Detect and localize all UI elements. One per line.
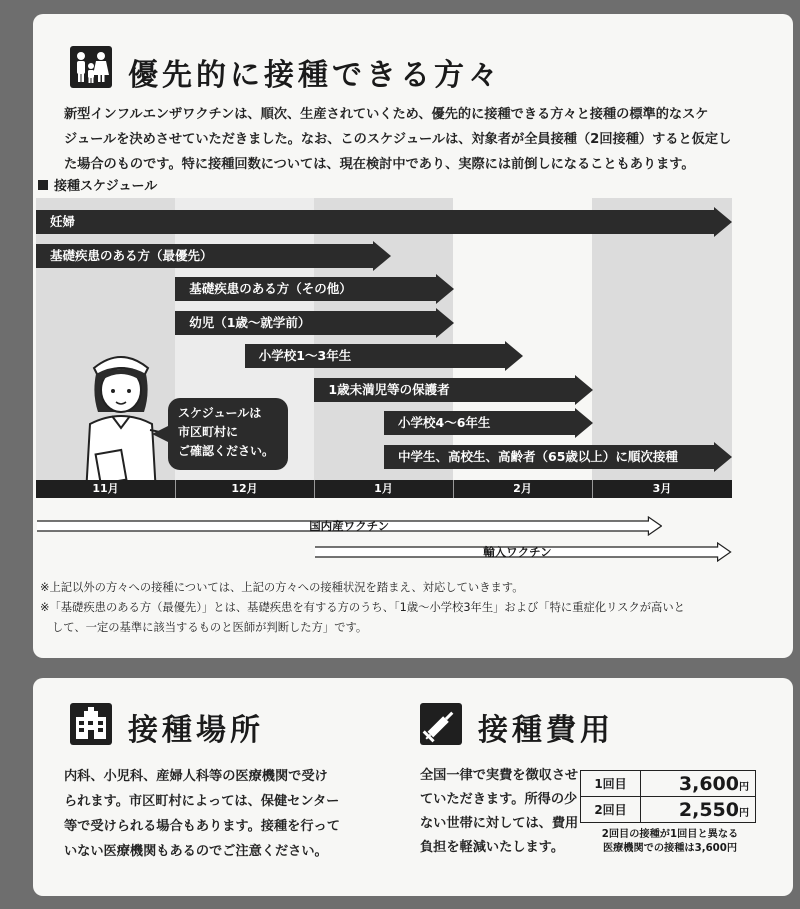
vaccine-label: 国内産ワクチン — [309, 519, 390, 533]
note-line: して、一定の基準に該当するものと医師が判断した方」です。 — [52, 621, 368, 634]
note-line: ※「基礎疾患のある方（最優先）」とは、基礎疾患を有する方のうち、「1歳～小学校3年生」および「特に重症化リスクが高いと — [40, 601, 685, 614]
schedule-label: 接種スケジュール — [38, 175, 157, 194]
schedule-bar: 基礎疾患のある方（その他） — [175, 277, 435, 301]
schedule-bar: 妊婦 — [36, 210, 714, 234]
month-label: 11月 — [92, 482, 119, 495]
schedule-bar: 1歳未満児等の保護者 — [314, 378, 574, 402]
month-label: 1月 — [374, 482, 393, 495]
priority-intro — [64, 102, 780, 177]
cost-title: 接種費用 — [478, 713, 614, 748]
month-label: 12月 — [231, 482, 258, 495]
schedule-bar: 基礎疾患のある方（最優先） — [36, 244, 373, 268]
intro-line: 新型インフルエンザワクチンは、順次、生産されていくため、優先的に接種できる方々と接種の標準的なスケ — [64, 107, 709, 122]
place-text: 内科、小児科、産婦人科等の医療機関で受け られます。市区町村によっては、保健センター 等で受けられる場合もあります。接種を行って いない医療機関もあるのでご注意ください。 — [64, 769, 340, 859]
vaccine-arrow — [314, 542, 732, 562]
place-title: 接種場所 — [128, 713, 264, 748]
intro-line: た場合のものです。特に接種回数については、現在検討中であり、実際には前倒しになることもあります。 — [64, 157, 695, 172]
priority-title: 優先的に接種できる方々 — [128, 58, 502, 93]
note-line: ※上記以外の方々への接種については、上記の方々への接種状況を踏まえ、対応していきます。 — [40, 581, 524, 594]
family-icon — [70, 46, 112, 88]
cost-text: 全国一律で実費を徴収させ ていただきます。所得の少 ない世帯に対しては、費用 負担を軽減いたします。 — [420, 768, 579, 855]
speech-bubble: スケジュールは 市区町村に ご確認ください。 — [168, 398, 288, 470]
schedule-bar: 幼児（1歳～就学前） — [175, 311, 435, 335]
nurse-illustration — [76, 344, 166, 494]
cost-table — [580, 770, 756, 823]
table-row: 1回目 3,600円 — [581, 771, 756, 797]
syringe-icon — [420, 703, 462, 745]
schedule-bar: 小学校4～6年生 — [384, 411, 575, 435]
vaccine-label: 輸入ワクチン — [483, 545, 552, 559]
hospital-icon — [70, 703, 112, 745]
month-axis — [36, 480, 732, 498]
schedule-bar: 中学生、高校生、高齢者（65歳以上）に順次接種 — [384, 445, 714, 469]
schedule-bar: 小学校1～3年生 — [245, 344, 505, 368]
month-label: 3月 — [652, 482, 672, 495]
cost-note: 2回目の接種が1回目と異なる 医療機関での接種は3,600円 — [601, 829, 739, 854]
intro-line: ジュールを決めさせていただきました。なお、このスケジュールは、対象者が全員接種（2回接種）すると仮定し — [64, 132, 732, 147]
month-label: 2月 — [513, 482, 532, 495]
vaccine-arrow — [36, 516, 662, 536]
table-row: 2回目 2,550円 — [581, 797, 756, 823]
